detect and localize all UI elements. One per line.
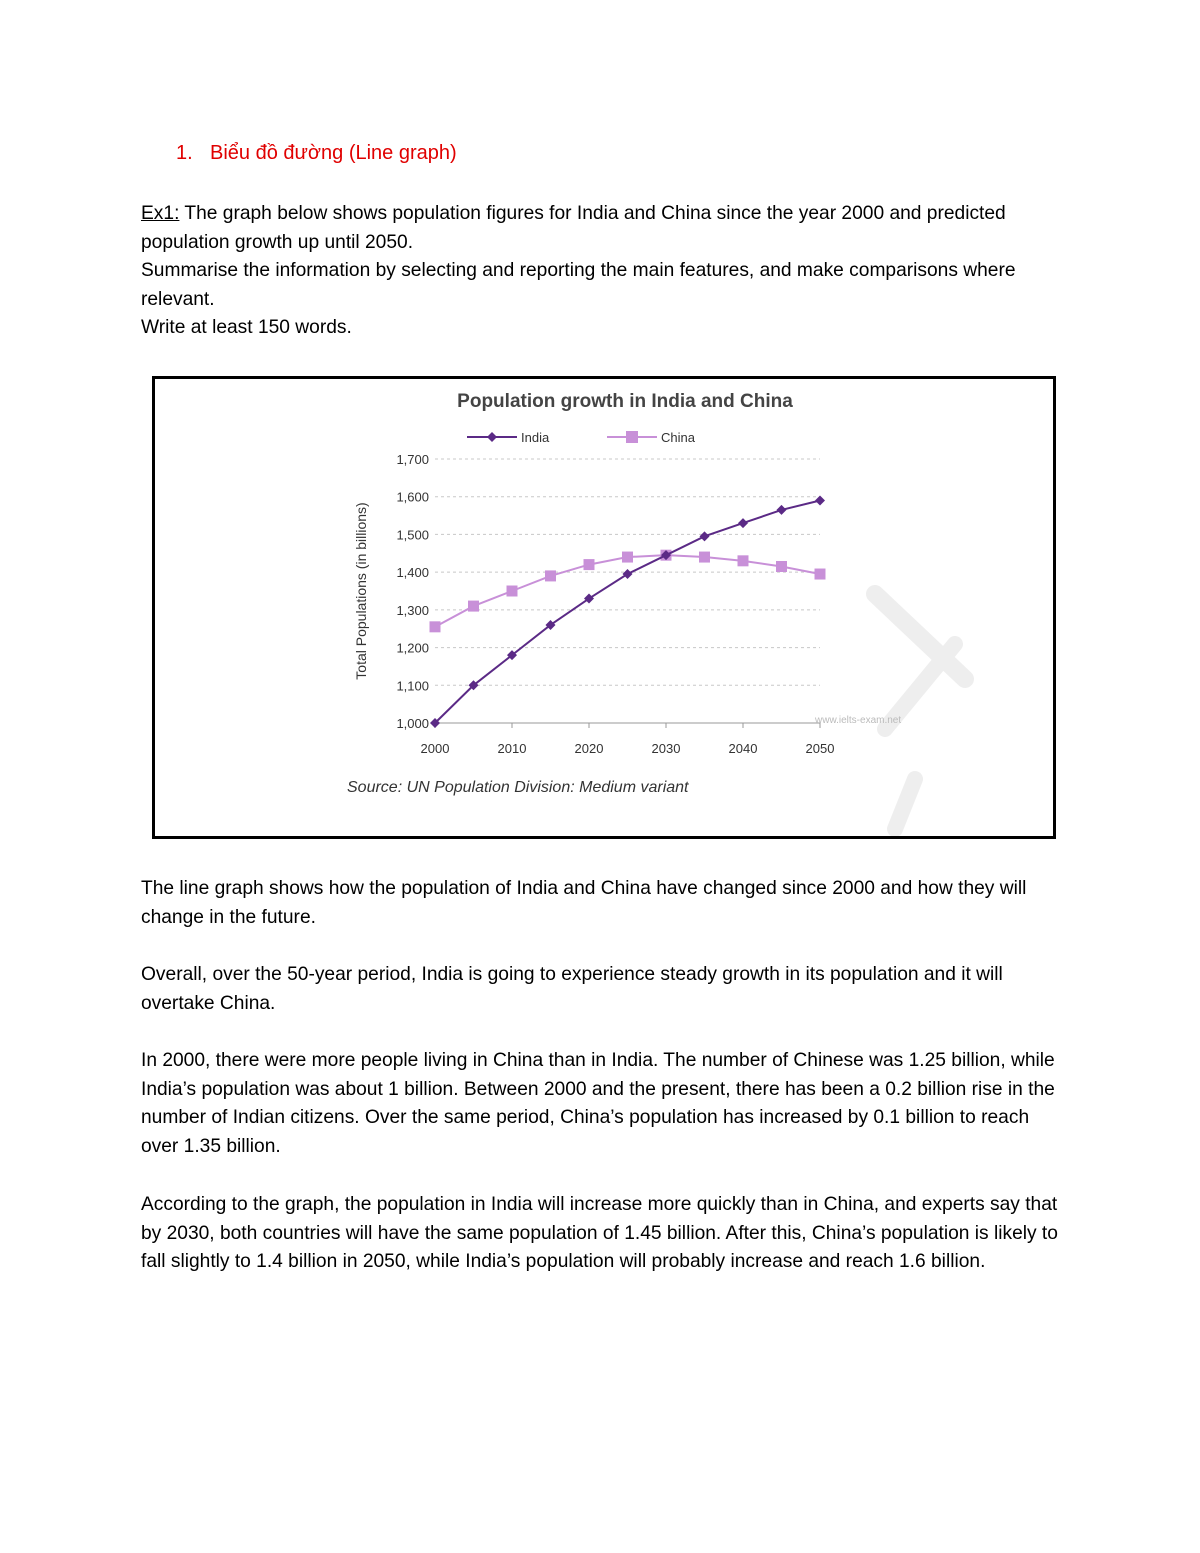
legend-india-marker (487, 432, 497, 442)
exercise-label: Ex1: (141, 203, 180, 224)
y-axis-label: Total Populations (in billions) (353, 502, 369, 680)
x-tick-label: 2030 (651, 741, 681, 756)
x-tick-label: 2020 (574, 741, 604, 756)
data-point-china (776, 561, 787, 572)
y-tick-label: 1,700 (396, 452, 429, 467)
y-tick-label: 1,200 (396, 640, 429, 656)
y-tick-label: 1,300 (396, 602, 429, 618)
background-watermark (875, 594, 965, 829)
data-point-india (623, 569, 633, 579)
answer-detail-1: In 2000, there were more people living in China than in India. The number of Chinese was 1.25 billion, while India’s population was about 1 billion. Between 2000 and the present, there has been a 0.2 billion rise in the number of Indian citizens. Over the same period, China’s population has increased by 0.1 billion to reach over 1.35 billion. (141, 1050, 1055, 1157)
data-point-china (815, 569, 826, 580)
legend-india-label: India (521, 430, 550, 445)
answer-detail-2: According to the graph, the population in India will increase more quickly than in China, and experts say that by 2030, both countries will have the same population of 1.45 billion. After this, China’s population is likely to fall slightly to 1.4 billion in 2050, while India’s population will probably increase and reach 1.6 billion. (141, 1194, 1058, 1273)
data-point-india (815, 495, 825, 505)
heading-title: Biểu đồ đường (Line graph) (210, 142, 457, 164)
task-prompt (141, 200, 1071, 343)
line-chart (155, 379, 1053, 836)
x-tick-label: 2050 (805, 741, 835, 756)
y-tick-label: 1,400 (396, 565, 429, 581)
data-point-china (545, 570, 556, 581)
y-tick-label: 1,100 (396, 678, 429, 694)
chart-title: Population growth in India and China (457, 391, 793, 412)
x-tick-label: 2010 (497, 741, 527, 756)
chart-frame (152, 376, 1056, 839)
task-instruction: Summarise the information by selecting and reporting the main features, and make comparisons where relevant. (141, 260, 1016, 310)
answer-intro: The line graph shows how the population of India and China have changed since 2000 and how they will change in the future. (141, 878, 1027, 928)
y-tick-label: 1,600 (396, 489, 429, 505)
answer-overview: Overall, over the 50-year period, India is going to experience steady growth in its population and it will overtake China. (141, 964, 1003, 1014)
data-point-china (584, 559, 595, 570)
y-tick-label: 1,000 (396, 716, 429, 731)
chart-watermark: www.ielts-exam.net (815, 715, 902, 726)
chart-source: Source: UN Population Division: Medium variant (347, 779, 689, 796)
series-line-india (435, 500, 820, 723)
task-word-count: Write at least 150 words. (141, 317, 352, 339)
data-point-china (622, 552, 633, 563)
data-point-china (699, 552, 710, 563)
data-point-india (738, 518, 748, 528)
series-layer (430, 495, 826, 728)
x-tick-label: 2040 (728, 741, 758, 756)
series-line-china (435, 555, 820, 627)
data-point-india (700, 531, 710, 541)
data-point-china (468, 601, 479, 612)
chart-legend (467, 430, 696, 445)
heading-number: 1. (176, 142, 193, 164)
section-heading (176, 142, 457, 165)
data-point-india (777, 505, 787, 515)
legend-china-label: China (661, 430, 695, 445)
data-point-china (738, 555, 749, 566)
task-text: The graph below shows population figures for India and China since the year 2000 and predicted population growth up until 2050. (141, 203, 1006, 253)
x-tick-label: 2000 (420, 741, 450, 756)
data-point-china (430, 621, 441, 632)
legend-china-marker (626, 431, 638, 443)
axis-ticks (396, 452, 834, 756)
y-tick-label: 1,500 (396, 527, 429, 543)
data-point-china (507, 586, 518, 597)
gridlines (435, 459, 820, 723)
